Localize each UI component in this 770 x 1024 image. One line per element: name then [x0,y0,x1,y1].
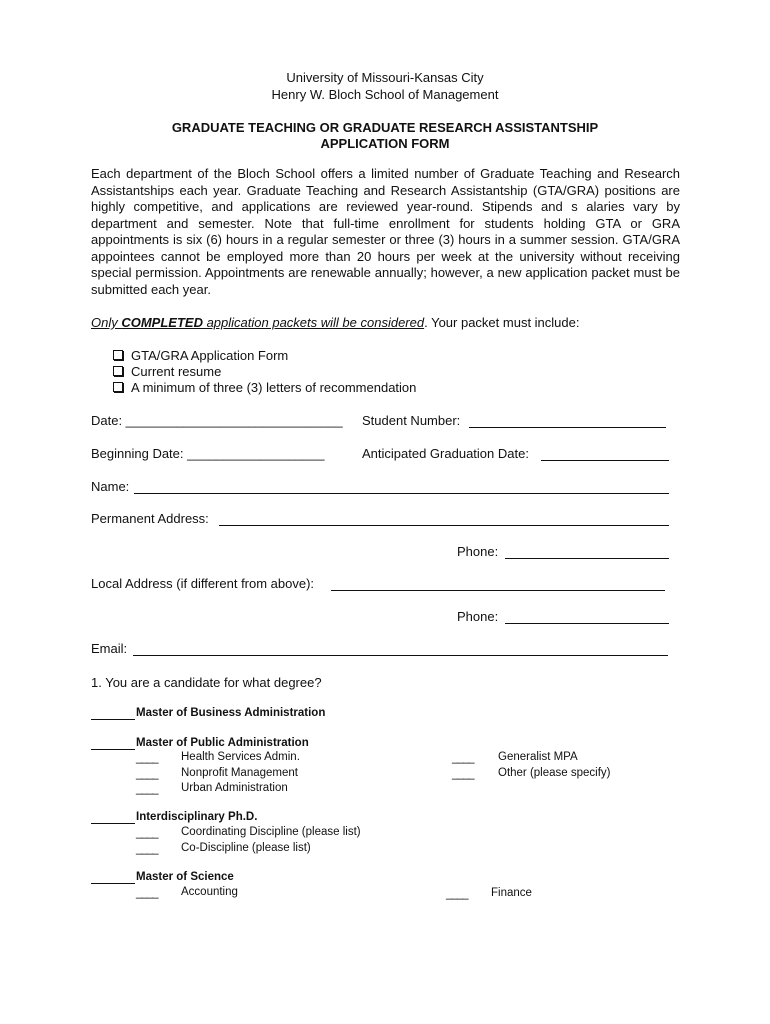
phd-option-co-discipline: Co-Discipline (please list) [181,842,311,854]
only-text: Only [91,315,122,330]
ms-blank[interactable] [91,883,135,884]
option-blank[interactable]: ____ [136,783,158,795]
name-label: Name: [91,479,130,494]
mpa-option-generalist: Generalist MPA [498,751,578,763]
checkbox-icon [113,366,123,376]
question-1: 1. You are a candidate for what degree? [91,675,322,690]
phone-label-local: Phone: [457,609,499,624]
ms-option-finance: Finance [491,887,532,899]
degree-mpa: Master of Public Administration [136,737,309,749]
intro-paragraph: Each department of the Bloch School offers a limited number of Graduate Teaching and Research Assistantships each year. Graduate Teaching and Research Assistantship (GTA/GRA) positions are highly competitive, and applications are reviewed year-round. Stipends and s alaries vary by department and semester. Note that full-time enrollment for students holding GTA or GRA appointments is six (6) hours in a regular semester or three (3) hours in a summer session. GTA/GRA appointees cannot be employed more than 20 hours per week at the university without receiving special permission. Appointments are renewable annually; however, a new application packet must be submitted each year. [91,166,680,297]
mpa-option-health: Health Services Admin. [181,751,300,763]
phd-blank[interactable] [91,823,135,824]
option-blank[interactable]: ____ [136,887,158,899]
ms-option-accounting: Accounting [181,886,238,898]
student-number-label: Student Number: [362,413,461,428]
form-title-line2: APPLICATION FORM [320,136,450,151]
date-field[interactable]: Date: ______________________________ [91,413,343,428]
option-blank[interactable]: ____ [452,752,474,764]
phone-line-local[interactable] [505,623,669,624]
packet-after-text: . Your packet must include: [424,315,580,330]
mpa-blank[interactable] [91,749,135,750]
graduation-date-label: Anticipated Graduation Date: [362,446,529,461]
checklist-item: GTA/GRA Application Form [113,348,288,363]
email-label: Email: [91,641,128,656]
packet-requirements-sentence [91,315,579,330]
option-blank[interactable]: ____ [452,768,474,780]
beginning-date-field[interactable]: Beginning Date: ___________________ [91,446,325,461]
phd-option-coordinating: Coordinating Discipline (please list) [181,826,361,838]
student-number-line[interactable] [469,427,666,428]
degree-ms: Master of Science [136,871,234,883]
permanent-address-line[interactable] [219,525,669,526]
phone-label: Phone: [457,544,499,559]
email-line[interactable] [133,655,668,656]
name-line[interactable] [134,493,669,494]
option-blank[interactable]: ____ [446,888,468,900]
checkbox-icon [113,382,123,392]
considered-text: application packets will be considered [202,315,425,330]
mba-blank[interactable] [91,719,135,720]
option-blank[interactable]: ____ [136,843,158,855]
phone-line[interactable] [505,558,669,559]
local-address-line[interactable] [331,590,665,591]
permanent-address-label: Permanent Address: [91,511,209,526]
mpa-option-urban: Urban Administration [181,782,288,794]
university-name: University of Missouri-Kansas City [286,70,484,85]
degree-mba: Master of Business Administration [136,707,326,719]
option-blank[interactable]: ____ [136,827,158,839]
local-address-label: Local Address (if different from above): [91,576,315,591]
graduation-date-line[interactable] [541,460,669,461]
mpa-option-other: Other (please specify) [498,767,611,779]
completed-text: COMPLETED [121,315,203,330]
form-title-line1: GRADUATE TEACHING OR GRADUATE RESEARCH ASSISTANTSHIP [171,120,599,135]
checklist-item: A minimum of three (3) letters of recommendation [113,380,416,395]
option-blank[interactable]: ____ [136,768,158,780]
degree-phd: Interdisciplinary Ph.D. [136,811,258,823]
school-name: Henry W. Bloch School of Management [271,87,499,102]
checkbox-icon [113,350,123,360]
option-blank[interactable]: ____ [136,752,158,764]
mpa-option-nonprofit: Nonprofit Management [181,767,298,779]
checklist-item: Current resume [113,364,221,379]
